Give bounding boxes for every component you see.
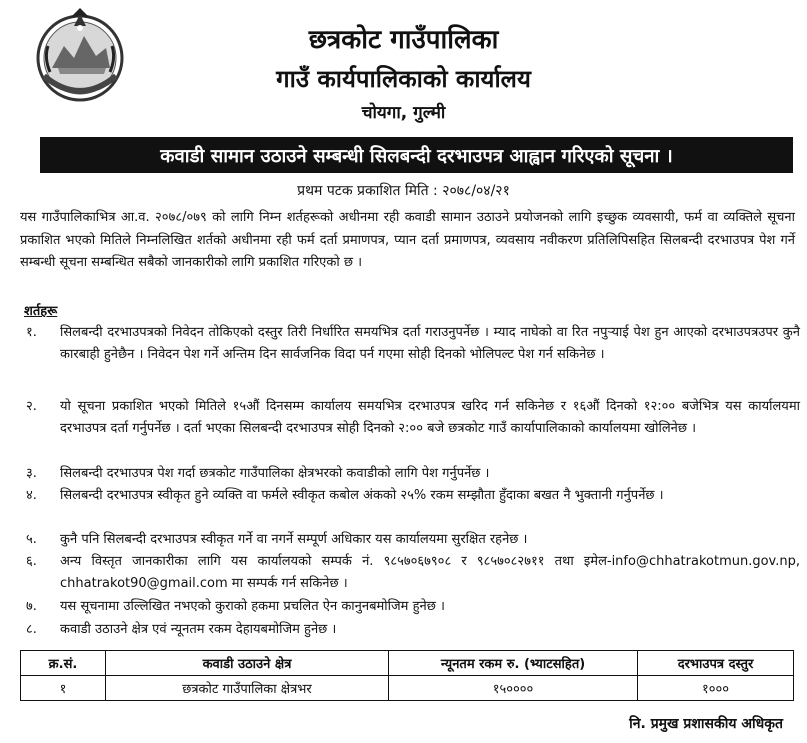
cell-area: छत्रकोट गाउँपालिका क्षेत्रभर <box>106 676 389 701</box>
condition-item <box>18 322 800 365</box>
condition-number: ८. <box>26 622 37 637</box>
signature-designation: नि. प्रमुख प्रशासकीय अधिकृत <box>629 716 783 732</box>
intro-paragraph: यस गाउँपालिकाभित्र आ.व. २०७८/०७९ को लागि निम्न शर्तहरूको अधीनमा रही कवाडी सामान उठाउने प्रयोजनको लागि इच्छुक व्यवसायी, फर्म वा व्यक्तिले सूचना प्रकाशित भएको मितिले निम्नलिखित शर्तको अधीनमा रही फर्म दर्ता प्रमाणपत्र, प्यान दर्ता प्रमाणपत्र, व्यवसाय नवीकरण प्रतिलिपिसहित सिलबन्दी दरभाउपत्र पेश गर्ने सम्बन्धी सूचना सम्बन्धित सबैको जानकारीको लागि प्रकाशित गरिएको छ । <box>20 210 795 270</box>
condition-text: यस सूचनामा उल्लिखित नभएको कुराको हकमा प्रचलित ऐन कानुनबमोजिम हुनेछ । <box>60 599 445 614</box>
office-name: गाउँ कार्यपालिकाको कार्यालय <box>276 65 531 93</box>
collection-area-table <box>20 650 794 701</box>
condition-text: कवाडी उठाउने क्षेत्र एवं न्यूनतम रकम देहायबमोजिम हुनेछ । <box>60 622 337 637</box>
column-header-bid-fee: दरभाउपत्र दस्तुर <box>638 651 794 676</box>
condition-item <box>18 485 800 507</box>
column-header-area: कवाडी उठाउने क्षेत्र <box>106 651 389 676</box>
condition-text: अन्य विस्तृत जानकारीका लागि यस कार्यालयको सम्पर्क नं. ९८५७०६७९०८ र ९८५७०८२७११ तथा इमेल-info@chhatrakotmun.gov.np, chhatrakot90@gmail.com मा सम्पर्क गर्न सकिनेछ । <box>60 554 800 591</box>
condition-text: यो सूचना प्रकाशित भएको मितिले १५औं दिनसम्म कार्यालय समयभित्र दरभाउपत्र खरिद गर्न सकिनेछ र १६औं दिनको १२:०० बजेभित्र यस कार्यालयमा दरभाउपत्र दर्ता गर्नुपर्नेछ । दर्ता भएका सिलबन्दी दरभाउपत्र सोही दिनको २:०० बजे छत्रकोट गाउँ कार्यापालिकाको कार्यालयमा खोलिनेछ । <box>60 399 800 436</box>
cell-serial: १ <box>21 676 106 701</box>
cell-min-amount: १५०००० <box>389 676 638 701</box>
condition-number: ५. <box>26 532 37 547</box>
condition-text: सिलबन्दी दरभाउपत्र स्वीकृत हुने व्यक्ति वा फर्मले स्वीकृत कबोल अंकको २५% रकम सम्झौता हुँदाका बखत नै भुक्तानी गर्नुपर्नेछ । <box>60 488 664 503</box>
terms-heading: शर्तहरू <box>24 304 58 319</box>
notice-title: कवाडी सामान उठाउने सम्बन्धी सिलबन्दी दरभाउपत्र आह्वान गरिएको सूचना । <box>40 137 793 173</box>
column-header-min-amount: न्यूनतम रकम रु. (भ्याटसहित) <box>389 651 638 676</box>
condition-number: २. <box>26 399 37 414</box>
condition-number: ७. <box>26 599 37 614</box>
condition-number: ४. <box>26 488 37 503</box>
condition-item <box>18 463 800 485</box>
condition-item <box>18 529 800 551</box>
table-header-row <box>21 651 794 676</box>
condition-item <box>18 596 800 618</box>
condition-text: सिलबन्दी दरभाउपत्रको निवेदन तोकिएको दस्तुर तिरी निर्धारित समयभित्र दर्ता गराउनुपर्नेछ । म्याद नाघेको वा रित नपुऱ्याई पेश हुन आएको दरभाउपत्रउपर कुनै कारबाही हुनेछैन । निवेदन पेश गर्ने अन्तिम दिन सार्वजनिक विदा पर्न गएमा सोही दिनको भोलिपल्ट पेश गर्न सकिनेछ । <box>60 325 800 362</box>
condition-text: कुनै पनि सिलबन्दी दरभाउपत्र स्वीकृत गर्ने वा नगर्ने सम्पूर्ण अधिकार यस कार्यालयमा सुरक्षित रहनेछ । <box>60 532 528 547</box>
cell-bid-fee: १००० <box>638 676 794 701</box>
municipality-name: छत्रकोट गाउँपालिका <box>308 25 499 55</box>
condition-number: ६. <box>26 554 37 569</box>
condition-item <box>18 396 800 439</box>
office-location: चोयगा, गुल्मी <box>361 103 446 123</box>
condition-number: १. <box>26 325 37 340</box>
publication-date: प्रथम पटक प्रकाशित मिति : २०७८/०४/२१ <box>297 183 510 199</box>
condition-item <box>18 619 800 641</box>
column-header-serial: क्र.सं. <box>21 651 106 676</box>
table-row <box>21 676 794 701</box>
condition-item <box>18 551 800 594</box>
condition-text: सिलबन्दी दरभाउपत्र पेश गर्दा छत्रकोट गाउँपालिका क्षेत्रभरको कवाडीको लागि पेश गर्नुपर्नेछ । <box>60 466 490 481</box>
condition-number: ३. <box>26 466 37 481</box>
